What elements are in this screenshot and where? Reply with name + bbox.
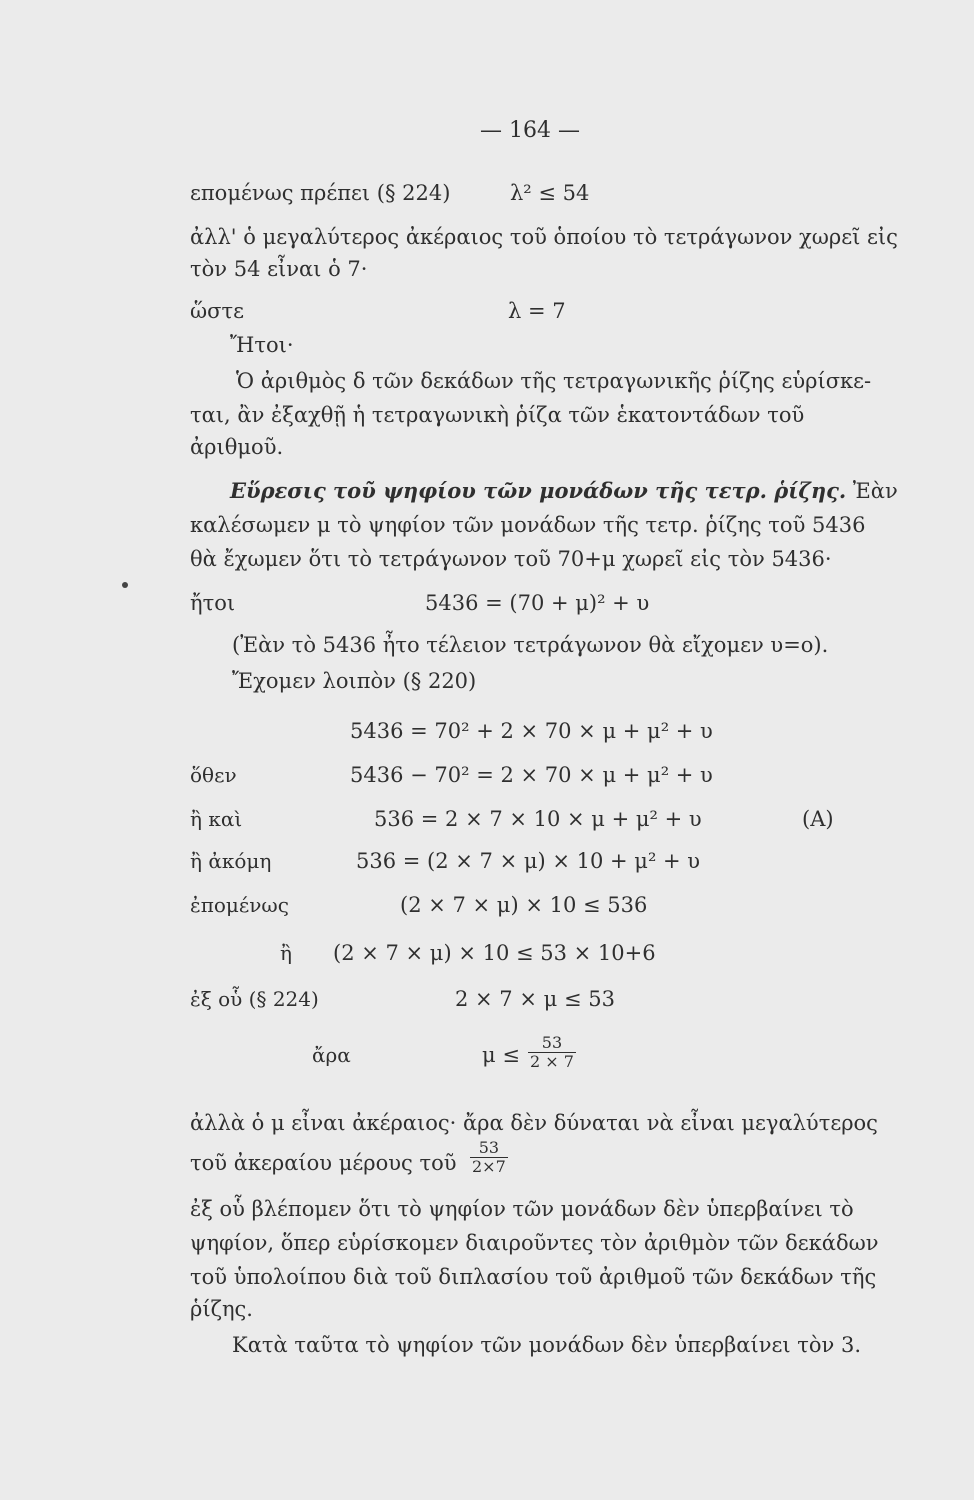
text-line: ἐξ οὗ βλέπομεν ὅτι τὸ ψηφίον τῶν μονάδων δὲν ὑπερβαίνει τὸ [190,1197,854,1221]
text-line: ὥστε [190,299,244,323]
math-expression: λ² ≤ 54 [510,181,590,205]
math-expression: 5436 − 70² = 2 × 70 × μ + μ² + υ [350,763,713,787]
text-line: Ἔχομεν λοιπὸν (§ 220) [232,669,477,693]
section-heading-line [230,478,898,504]
text-line: τὸν 54 εἶναι ὁ 7· [190,257,368,281]
text-line: θὰ ἔχωμεν ὅτι τὸ τετράγωνον τοῦ 70+μ χωρεῖ εἰς τὸν 5436· [190,547,832,571]
text-line: ἀλλ' ὁ μεγαλύτερος ἀκέραιος τοῦ ὁποίου τὸ τετράγωνον χωρεῖ εἰς [190,225,898,249]
ink-dot [122,582,128,588]
text-line: Ὁ ἀριθμὸς δ τῶν δεκάδων τῆς τετραγωνικῆς ῥίζης εὑρίσκε- [236,369,872,393]
text-line: ἀλλὰ ὁ μ εἶναι ἀκέραιος· ἄρα δὲν δύναται νὰ εἶναι μεγαλύτερος [190,1111,878,1135]
text-line: τοῦ ἀκεραίου μέρους τοῦ [190,1151,457,1175]
text-line: ψηφίον, ὅπερ εὑρίσκομεν διαιροῦντες τὸν ἀριθμὸν τῶν δεκάδων [190,1231,879,1255]
math-expression: 536 = 2 × 7 × 10 × μ + μ² + υ [374,807,702,831]
text-line: Κατὰ ταῦτα τὸ ψηφίον τῶν μονάδων δὲν ὑπερβαίνει τὸν 3. [232,1333,862,1357]
text-line: ἢ [280,941,292,965]
math-expression: λ = 7 [508,299,566,323]
text-line: ῥίζης. [190,1297,253,1321]
text-line: Ἤτοι· [230,333,294,357]
fraction-denominator: 2 × 7 [530,1052,574,1071]
math-expression: 2 × 7 × μ ≤ 53 [455,987,615,1011]
text-line: καλέσωμεν μ τὸ ψηφίον τῶν μονάδων τῆς τετρ. ῥίζης τοῦ 5436 [190,513,866,537]
math-expression: 5436 = (70 + μ)² + υ [425,591,650,615]
text-line: (Ἐὰν τὸ 5436 ἦτο τέλειον τετράγωνον θὰ εἴχομεν υ=ο). [232,633,829,657]
text-line: ἀριθμοῦ. [190,435,284,459]
fraction-denominator: 2×7 [472,1157,506,1176]
math-expression: μ ≤ [482,1043,520,1067]
text-line: ἢ ἀκόμη [190,849,272,873]
fraction-numerator: 53 [470,1139,508,1158]
fraction [528,1034,576,1071]
math-expression: 5436 = 70² + 2 × 70 × μ + μ² + υ [350,719,713,743]
equation-tag: (Α) [802,807,834,831]
math-expression: (2 × 7 × μ) × 10 ≤ 536 [400,893,648,917]
fraction-numerator: 53 [528,1034,576,1053]
text-line: ἄρα [312,1043,351,1067]
text-line: επομένως πρέπει (§ 224) [190,181,451,205]
text-line: ἐπομένως [190,893,289,917]
math-expression: 536 = (2 × 7 × μ) × 10 + μ² + υ [356,849,701,873]
text-line: τοῦ ὑπολοίπου διὰ τοῦ διπλασίου τοῦ ἀριθμοῦ τῶν δεκάδων τῆς [190,1265,877,1289]
text-line: ἐξ οὗ (§ 224) [190,987,319,1011]
fraction [470,1139,508,1176]
text-line: ἢ καὶ [190,807,243,831]
math-expression: (2 × 7 × μ) × 10 ≤ 53 × 10+6 [333,941,656,965]
text-line: ἤτοι [190,591,236,615]
text-line: Ἐὰν [846,479,898,503]
text-line: ὅθεν [190,763,237,787]
text-line: ται, ἂν ἐξαχθῇ ἡ τετραγωνικὴ ῥίζα τῶν ἑκατοντάδων τοῦ [190,403,805,427]
page-number: — 164 — [480,118,580,143]
section-heading: Εὕρεσις τοῦ ψηφίου τῶν μονάδων τῆς τετρ. ῥίζης. [230,478,847,503]
